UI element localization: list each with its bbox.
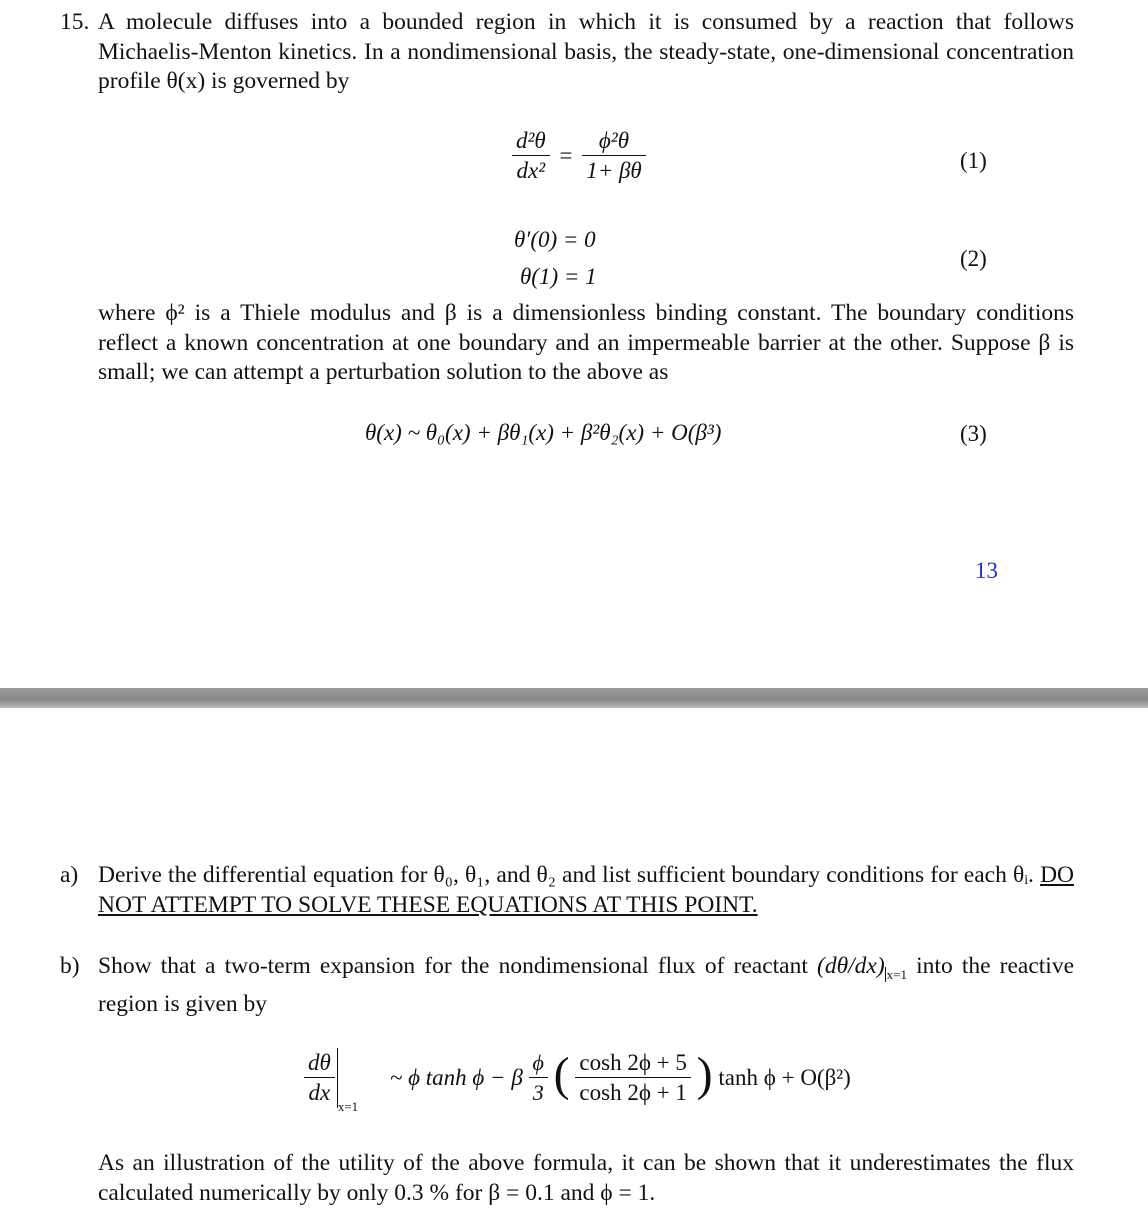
part-a-label: a) xyxy=(60,862,79,888)
part-a-text: Derive the differential equation for θ₀, θ₁, and θ₂ and list sufficient boundary conditions for each θᵢ. DO NOT ATTEMPT TO SOLVE THESE EQUATIONS AT THIS POINT. xyxy=(98,862,1075,918)
equation-3-label: (3) xyxy=(960,421,987,446)
equation-2-line-1: θ′(0) = 0 xyxy=(514,227,596,252)
flux-expression: (dθ/dx) xyxy=(817,953,885,979)
page-14 xyxy=(0,708,1148,1220)
page-number: 13 xyxy=(975,558,998,583)
problem-number: 15. xyxy=(60,9,90,35)
part-b-text: Show that a two-term expansion for the nondimensional flux of reactant (dθ/dx) $_{x=1}$ into the reactive region is given by xyxy=(98,953,1075,1017)
equation-1: $\frac{\text{d²θ}}{\text{dx²}}$ = $\frac{\text{ϕ²θ}}{1+ \beta\theta}$ xyxy=(512,128,646,184)
flux-equation: $\frac{d\theta}{dx}$ $_{x=1}$ ~ ϕ tanh ϕ − β $\frac{\phi}{3}$ ( $\frac{\cosh 2\phi + 5}{\cosh 2\phi + 1}$ ) tanh ϕ + O(β²) xyxy=(304,1048,851,1115)
equation-3: θ(x) ~ θ₀(x) + βθ₁(x) + β²θ₂(x) + O(β³) xyxy=(365,420,722,445)
page-separator xyxy=(0,688,1148,708)
equation-2-line-2: θ(1) = 1 xyxy=(520,264,597,289)
problem-middle: where ϕ² is a Thiele modulus and β is a dimensionless binding constant. The boundary conditions reflect a known concentration at one boundary and an impermeable barrier at the other. Suppose β is small; we can attempt a perturbation solution to the above as xyxy=(98,300,1074,385)
problem-intro: A molecule diffuses into a bounded region in which it is consumed by a reaction that follows Michaelis-Menton kinetics. In a nondimensional basis, the steady-state, one-dimensional concentration profile θ(x) is governed by xyxy=(98,9,1074,94)
closing-text: As an illustration of the utility of the above formula, it can be shown that it underestimates the flux calculated numerically by only 0.3 % for β = 0.1 and ϕ = 1. xyxy=(98,1150,1074,1206)
part-b-label: b) xyxy=(60,953,80,979)
part-a-warning: DO NOT ATTEMPT TO SOLVE THESE EQUATIONS AT THIS POINT. xyxy=(98,862,1075,918)
equation-1-label: (1) xyxy=(960,148,987,173)
equation-2-label: (2) xyxy=(960,246,987,271)
